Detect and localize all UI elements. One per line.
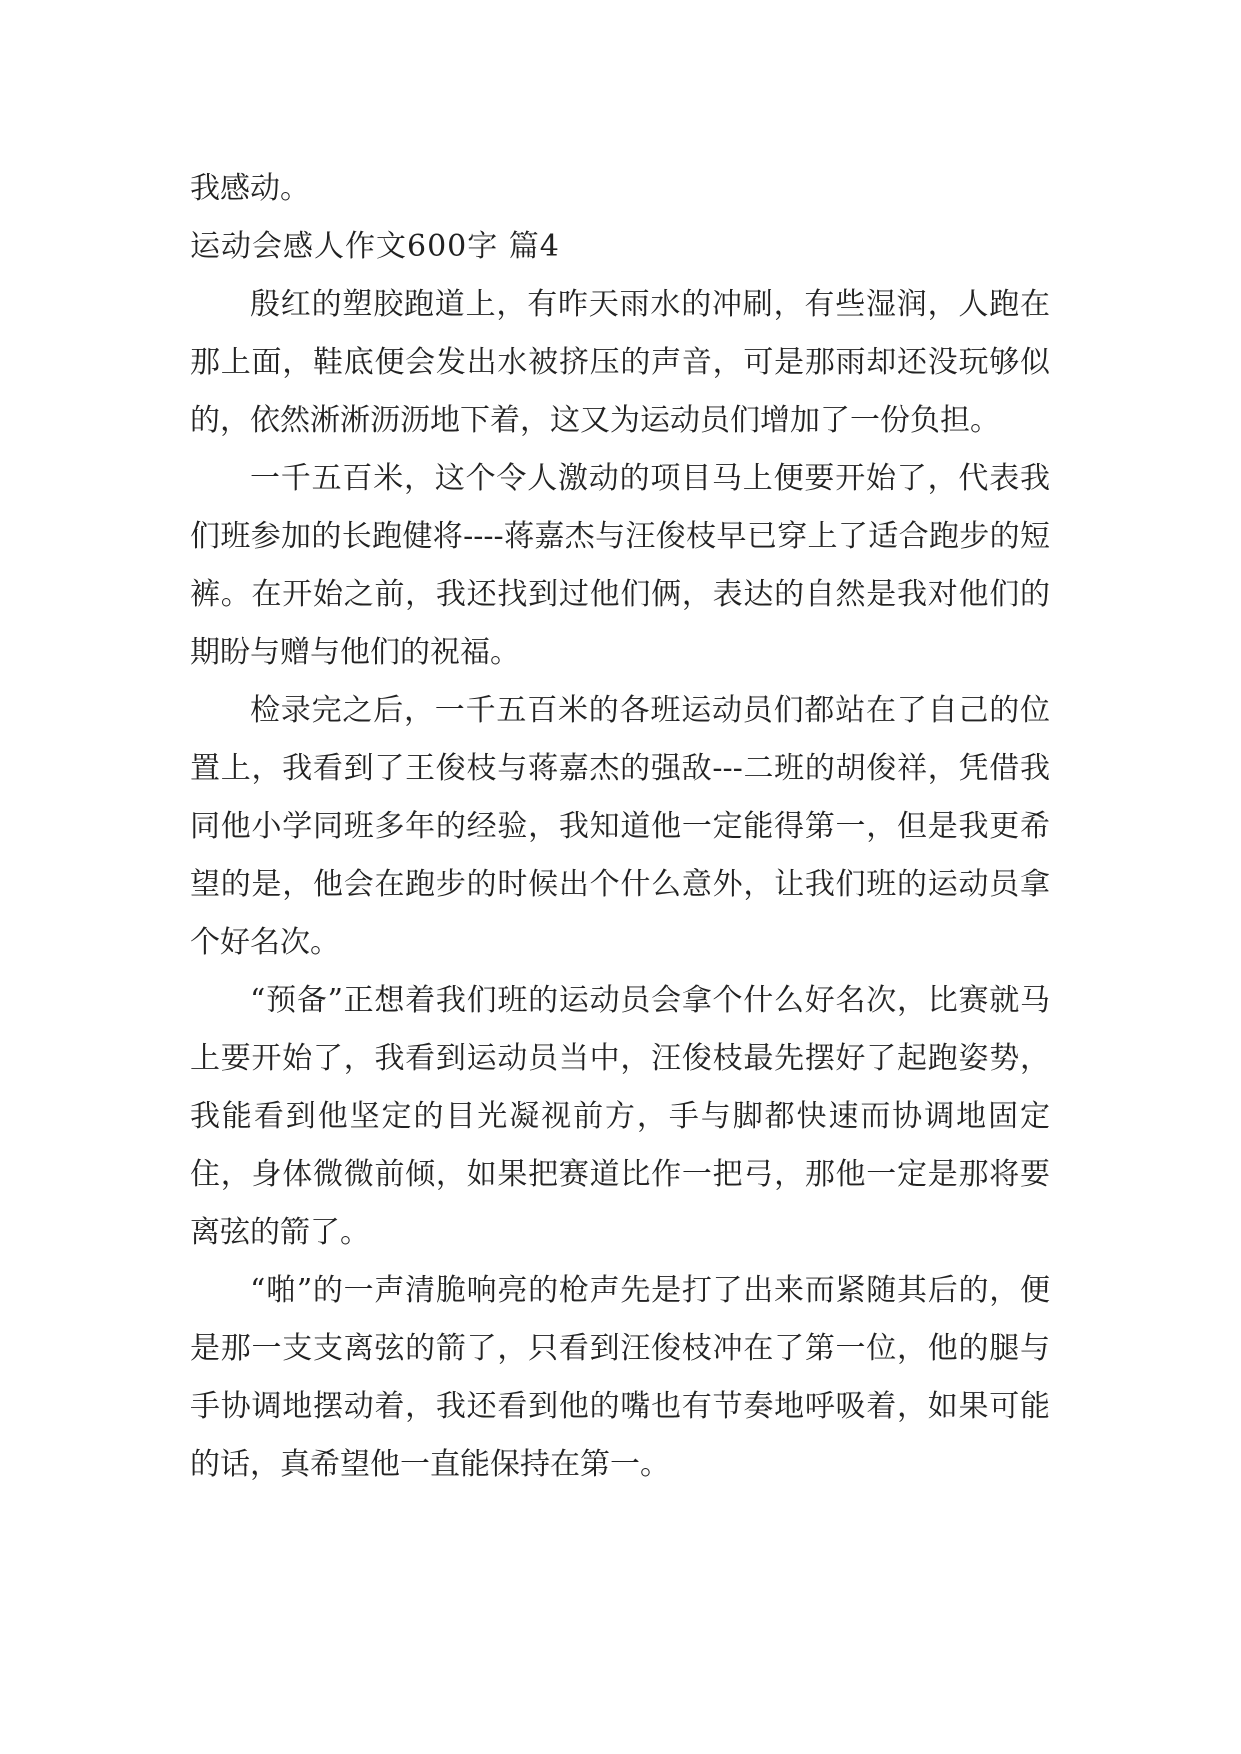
document-body (190, 160, 1050, 1494)
paragraph-5: “啪”的一声清脆响亮的枪声先是打了出来而紧随其后的，便是那一支支离弦的箭了，只看到汪俊枝冲在了第一位，他的腿与手协调地摆动着，我还看到他的嘴也有节奏地呼吸着，如果可能的话，真希望他一直能保持在第一。 (190, 1273, 1050, 1482)
essay-heading: 运动会感人作文600字 篇4 (190, 229, 560, 264)
paragraph-4: “预备”正想着我们班的运动员会拿个什么好名次，比赛就马上要开始了，我看到运动员当中，汪俊枝最先摆好了起跑姿势，我能看到他坚定的目光凝视前方，手与脚都快速而协调地固定住，身体微微前倾，如果把赛道比作一把弓，那他一定是那将要离弦的箭了。 (190, 983, 1050, 1250)
paragraph-2: 一千五百米，这个令人激动的项目马上便要开始了，代表我们班参加的长跑健将----蒋嘉杰与汪俊枝早已穿上了适合跑步的短裤。在开始之前，我还找到过他们俩，表达的自然是我对他们的期盼与赠与他们的祝福。 (190, 461, 1050, 670)
paragraph-1: 殷红的塑胶跑道上，有昨天雨水的冲刷，有些湿润，人跑在那上面，鞋底便会发出水被挤压的声音，可是那雨却还没玩够似的，依然淅淅沥沥地下着，这又为运动员们增加了一份负担。 (190, 287, 1050, 438)
paragraph-3: 检录完之后，一千五百米的各班运动员们都站在了自己的位置上，我看到了王俊枝与蒋嘉杰的强敌---二班的胡俊祥，凭借我同他小学同班多年的经验，我知道他一定能得第一，但是我更希望的是，他会在跑步的时候出个什么意外，让我们班的运动员拿个好名次。 (190, 693, 1050, 960)
lead-fragment: 我感动。 (190, 171, 310, 206)
